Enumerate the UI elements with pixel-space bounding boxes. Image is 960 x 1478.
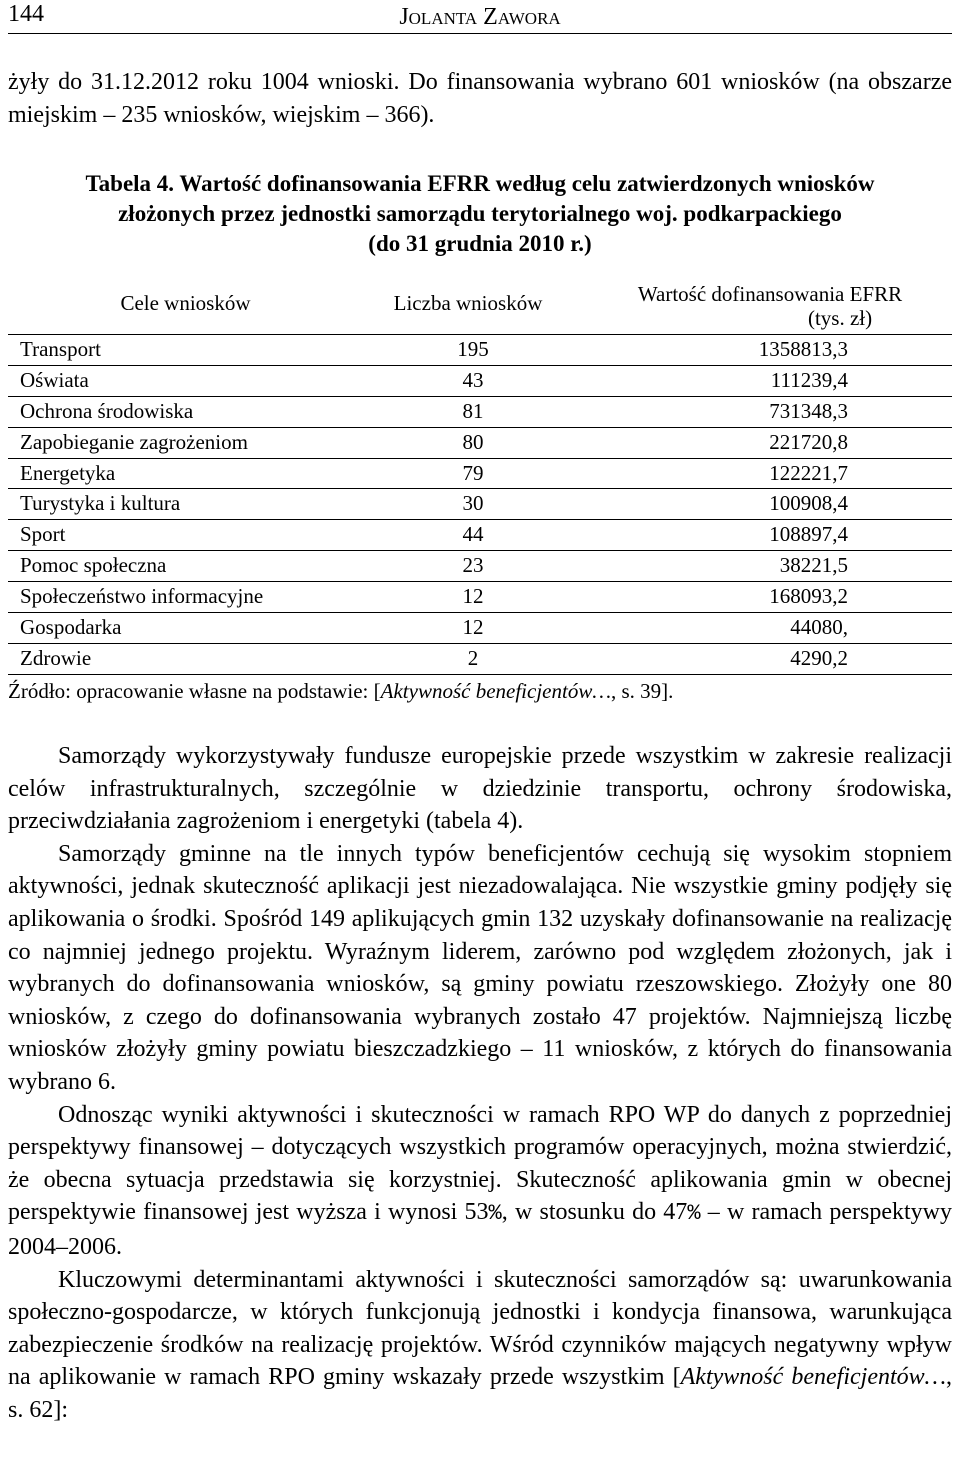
cell-goal: Turystyka i kultura (20, 491, 181, 516)
paragraph-text: , s. 62]: (8, 1364, 952, 1423)
table-row (8, 366, 952, 397)
table-caption-line: złożonych przez jednostki samorządu terytorialnego woj. podkarpackiego (118, 201, 842, 226)
cell-goal: Ochrona środowiska (20, 398, 194, 423)
cell-value: 100908,4 (769, 491, 848, 516)
cell-goal: Oświata (20, 367, 89, 392)
cell-count: 30 (462, 491, 484, 516)
cell-value: 1358813,3 (758, 337, 848, 361)
cell-count: 195 (457, 337, 489, 361)
cell-value: 108897,4 (769, 522, 848, 547)
cell-goal: Zapobieganie zagrożeniom (20, 429, 248, 454)
column-header-goal: Cele wniosków (120, 291, 251, 315)
cell-goal: Transport (20, 337, 101, 361)
cell-goal: Sport (20, 522, 66, 547)
cell-count: 12 (462, 615, 484, 640)
cell-value: 44080, (790, 615, 848, 640)
cell-count: 43 (462, 367, 484, 392)
table-header-row (8, 272, 952, 335)
running-header (8, 0, 952, 34)
table-caption-line: Tabela 4. Wartość dofinansowania EFRR według celu zatwierdzonych wniosków (85, 171, 875, 196)
column-header-count: Liczba wniosków (393, 291, 543, 315)
source-citation: Aktywność beneficjentów… (380, 679, 611, 703)
efrr-table (8, 272, 952, 675)
table-row (8, 428, 952, 459)
percent-sign: % (488, 1201, 502, 1227)
paragraph: Samorządy wykorzystywały fundusze europejskie przede wszystkim w zakresie realizacji celów infrastrukturalnych, szczególnie w dziedzinie transportu, ochrony środowiska, przeciwdziałania zagrożeniom i energetyki (tabela 4). (8, 743, 952, 835)
table-body (8, 335, 952, 675)
table-row (8, 489, 952, 520)
table-source-note (8, 678, 673, 704)
cell-value: 168093,2 (769, 584, 848, 609)
table-row (8, 335, 952, 366)
table-row (8, 397, 952, 428)
column-header-value-line1: Wartość dofinansowania EFRR (637, 282, 903, 306)
cell-value: 38221,5 (779, 553, 848, 578)
table-row (8, 613, 952, 644)
paragraph-text: Kluczowymi determinantami aktywności i skuteczności samorządów są: uwarunkowania społeczno-gospodarcze, w których funkcjonują jednostki i kondycja finansowa, warunkująca zabezpieczenie środków na realizację projektów. Wśród czynników mających negatywny wpływ na aplikowanie w ramach RPO gminy wskazały przede wszystkim [ (8, 1266, 952, 1391)
cell-value: 111239,4 (770, 367, 848, 392)
cell-count: 23 (462, 553, 484, 578)
table-row (8, 582, 952, 613)
cell-goal: Społeczeństwo informacyjne (20, 584, 264, 609)
cell-goal: Zdrowie (20, 645, 92, 670)
cell-goal: Pomoc społeczna (20, 553, 167, 578)
cell-count: 2 (467, 645, 479, 670)
cell-value: 221720,8 (769, 429, 848, 454)
cell-value: 4290,2 (790, 645, 848, 670)
paragraph: Samorządy gminne na tle innych typów beneficjentów cechują się wysokim stopniem aktywności, jednak skuteczność aplikacji jest niezadowalająca. Nie wszystkie gminy podjęły się aplikowania o środki. Spośród 149 aplikujących gmin 132 uzyskały dofinansowanie na realizację co najmniej jednego projektu. Wyraźnym liderem, zarówno pod względem złożonych, jak i wybranych do dofinansowania wniosków, są gminy powiatu rzeszowskiego. Złożyły one 80 wniosków, z czego do dofinansowania wybranych zostało 47 projektów. Najmniejszą liczbę wniosków złożyły gminy powiatu bieszczadzkiego – 11 wniosków, z których do finansowania wybrano 6. (8, 840, 952, 1095)
cell-value: 122221,7 (769, 460, 848, 485)
paragraph-text: Odnosząc wyniki aktywności i skuteczności w ramach RPO WP do danych z poprzedniej perspektywy finansowej – dotyczących wszystkich programów operacyjnych, można stwierdzić, że obecna sytuacja przedstawia się korzystniej. Skuteczność aplikowania gmin w obecnej perspektywie finansowej jest wyższa i wynosi 53 (8, 1101, 952, 1226)
running-header-author: Jolanta Zawora (399, 4, 561, 30)
cell-count: 12 (462, 584, 484, 609)
table-row (8, 459, 952, 490)
percent-sign: % (687, 1201, 701, 1227)
cell-value: 731348,3 (769, 398, 848, 423)
column-header-value (588, 272, 952, 334)
cell-count: 79 (462, 460, 484, 485)
source-prefix: Źródło: opracowanie własne na podstawie: [ (8, 679, 381, 703)
body-text (8, 740, 952, 1426)
cell-count: 81 (462, 398, 484, 423)
paragraph-text: , w stosunku do 47 (501, 1199, 688, 1226)
paragraph (8, 1099, 952, 1264)
citation: Aktywność beneficjentów… (680, 1364, 946, 1391)
table-caption (8, 169, 952, 259)
table-row (8, 520, 952, 551)
column-header-value-line2: (tys. zł) (807, 306, 873, 330)
paragraph (8, 1264, 952, 1427)
intro-paragraph: żyły do 31.12.2012 roku 1004 wnioski. Do finansowania wybrano 601 wniosków (na obszarze miejskim – 235 wniosków, wiejskim – 366). (8, 69, 952, 128)
table-caption-line: (do 31 grudnia 2010 r.) (368, 231, 592, 256)
cell-goal: Gospodarka (20, 615, 122, 640)
paragraph-text: – w ramach perspektywy 2004–2006. (8, 1199, 952, 1260)
cell-goal: Energetyka (20, 460, 116, 485)
table-row (8, 551, 952, 582)
cell-count: 80 (462, 429, 484, 454)
table-row (8, 644, 952, 675)
source-suffix: , s. 39]. (611, 679, 674, 703)
cell-count: 44 (462, 522, 484, 547)
page-number: 144 (8, 1, 44, 27)
